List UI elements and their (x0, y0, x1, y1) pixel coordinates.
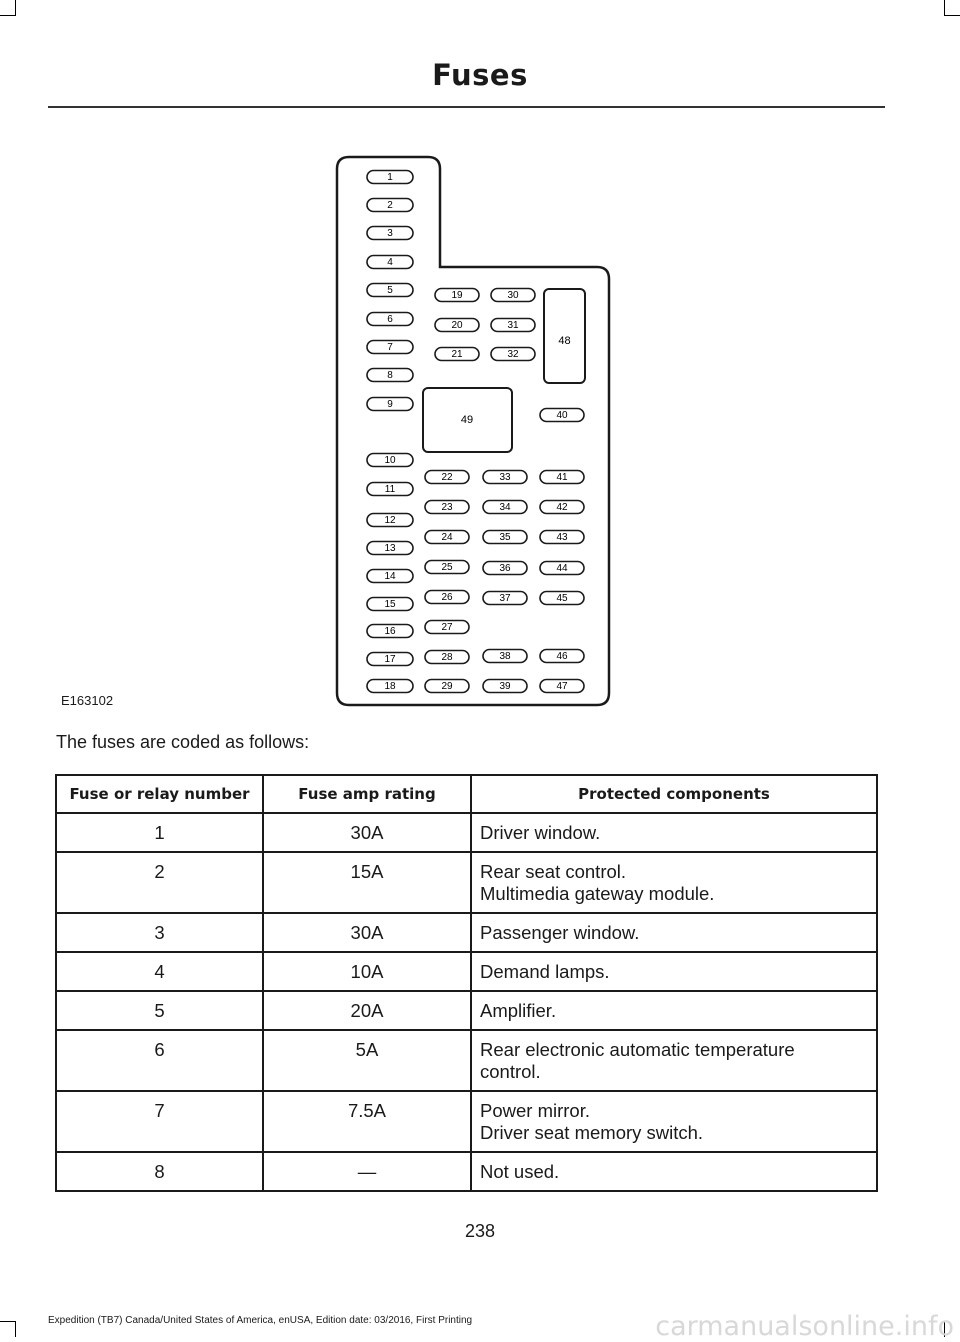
fuse-number: 3 (56, 913, 263, 952)
component-line: Rear electronic automatic temperature control. (480, 1039, 795, 1082)
fuse-label: 25 (441, 562, 453, 574)
fuse-label: 40 (556, 410, 568, 422)
fuse-box-diagram (0, 150, 960, 715)
component-line: Amplifier. (480, 1000, 557, 1021)
fuse-number: 2 (56, 852, 263, 913)
fuse-label: 13 (384, 543, 396, 555)
page-number: 238 (464, 1221, 496, 1241)
fuse-label: 5 (387, 285, 393, 297)
fuse-label: 37 (499, 593, 511, 605)
amp-rating: — (263, 1152, 471, 1191)
fuse-label: 16 (384, 626, 396, 638)
fuse-label: 24 (441, 532, 453, 544)
fuse-label: 10 (384, 455, 396, 467)
fuse-label: 15 (384, 599, 396, 611)
fuse-label: 18 (384, 681, 396, 693)
fuse-label: 27 (441, 622, 453, 634)
crop-mark (0, 15, 16, 16)
fuse-label: 45 (556, 593, 568, 605)
intro-text: The fuses are coded as follows: (56, 732, 310, 752)
component-line: Rear seat control. (480, 861, 627, 882)
protected-components (471, 952, 877, 991)
protected-components (471, 813, 877, 852)
column-header-components: Protected components (471, 775, 877, 813)
table-row (56, 1030, 877, 1091)
table-row (56, 913, 877, 952)
component-line: Multimedia gateway module. (480, 883, 715, 904)
component-line: Passenger window. (480, 922, 640, 943)
fuse-label: 19 (451, 290, 463, 302)
column-header-number: Fuse or relay number (56, 775, 263, 813)
table-row (56, 813, 877, 852)
amp-rating: 10A (263, 952, 471, 991)
fuse-number: 7 (56, 1091, 263, 1152)
amp-rating: 5A (263, 1030, 471, 1091)
amp-rating: 30A (263, 813, 471, 852)
fuse-label: 7 (387, 342, 393, 354)
component-line: Driver seat memory switch. (480, 1122, 704, 1143)
fuse-label: 44 (556, 563, 568, 575)
protected-components (471, 852, 877, 913)
table-row (56, 1152, 877, 1191)
fuse-table (55, 774, 878, 1192)
crop-mark (944, 0, 945, 16)
fuse-label: 43 (556, 532, 568, 544)
fuse-number: 4 (56, 952, 263, 991)
fuse-label: 29 (441, 681, 453, 693)
fuse-label: 20 (451, 320, 463, 332)
fuse-label: 12 (384, 515, 396, 527)
fuse-number: 1 (56, 813, 263, 852)
fuse-label: 39 (499, 681, 511, 693)
fuse-label: 14 (384, 571, 396, 583)
component-line: Not used. (480, 1161, 560, 1182)
component-line: Driver window. (480, 822, 601, 843)
fuse-label: 4 (387, 257, 393, 269)
fuse-label: 21 (451, 349, 463, 361)
table-row (56, 991, 877, 1030)
amp-rating: 20A (263, 991, 471, 1030)
fuse-label: 34 (499, 502, 511, 514)
crop-mark (15, 1321, 16, 1337)
fuse-label: 1 (387, 172, 393, 184)
footer-text: Expedition (TB7) Canada/United States of America, enUSA, Edition date: 03/2016, First Printing (48, 1315, 473, 1326)
component-line: Demand lamps. (480, 961, 610, 982)
fuse-label: 11 (384, 484, 396, 496)
fuse-label: 2 (387, 200, 393, 212)
fuse-label: 36 (499, 563, 511, 575)
table-row (56, 852, 877, 913)
fuse-label: 30 (507, 290, 519, 302)
fuse-label: 17 (384, 654, 396, 666)
relay-label: 49 (460, 413, 474, 426)
fuse-label: 6 (387, 314, 393, 326)
fuse-label: 28 (441, 652, 453, 664)
amp-rating: 30A (263, 913, 471, 952)
crop-mark (15, 0, 16, 16)
fuse-label: 33 (499, 472, 511, 484)
table-row (56, 952, 877, 991)
protected-components (471, 913, 877, 952)
fuse-label: 32 (507, 349, 519, 361)
crop-mark (0, 1321, 16, 1322)
fuse-number: 8 (56, 1152, 263, 1191)
fuse-label: 46 (556, 651, 568, 663)
page-title: Fuses (432, 58, 528, 92)
protected-components (471, 1091, 877, 1152)
amp-rating: 15A (263, 852, 471, 913)
amp-rating: 7.5A (263, 1091, 471, 1152)
fuse-label: 9 (387, 399, 393, 411)
fuse-label: 8 (387, 370, 393, 382)
component-line: Power mirror. (480, 1100, 590, 1121)
fuse-label: 3 (387, 228, 393, 240)
fuse-label: 41 (556, 472, 568, 484)
protected-components (471, 1152, 877, 1191)
protected-components (471, 1030, 877, 1091)
fuse-label: 22 (441, 472, 453, 484)
column-header-rating: Fuse amp rating (263, 775, 471, 813)
fuse-label: 26 (441, 592, 453, 604)
protected-components (471, 991, 877, 1030)
crop-mark (944, 15, 960, 16)
fuse-label: 42 (556, 502, 568, 514)
image-code: E163102 (61, 693, 114, 708)
fuse-label: 38 (499, 651, 511, 663)
table-row (56, 1091, 877, 1152)
relay-label: 48 (558, 334, 571, 347)
fuse-number: 5 (56, 991, 263, 1030)
fuse-number: 6 (56, 1030, 263, 1091)
header-rule (48, 106, 885, 108)
fuse-label: 31 (507, 320, 519, 332)
fuse-label: 35 (499, 532, 511, 544)
fuse-label: 47 (556, 681, 568, 693)
watermark: carmanualsonline.info (655, 1311, 954, 1342)
table-header-row (56, 775, 877, 813)
fuse-label: 23 (441, 502, 453, 514)
